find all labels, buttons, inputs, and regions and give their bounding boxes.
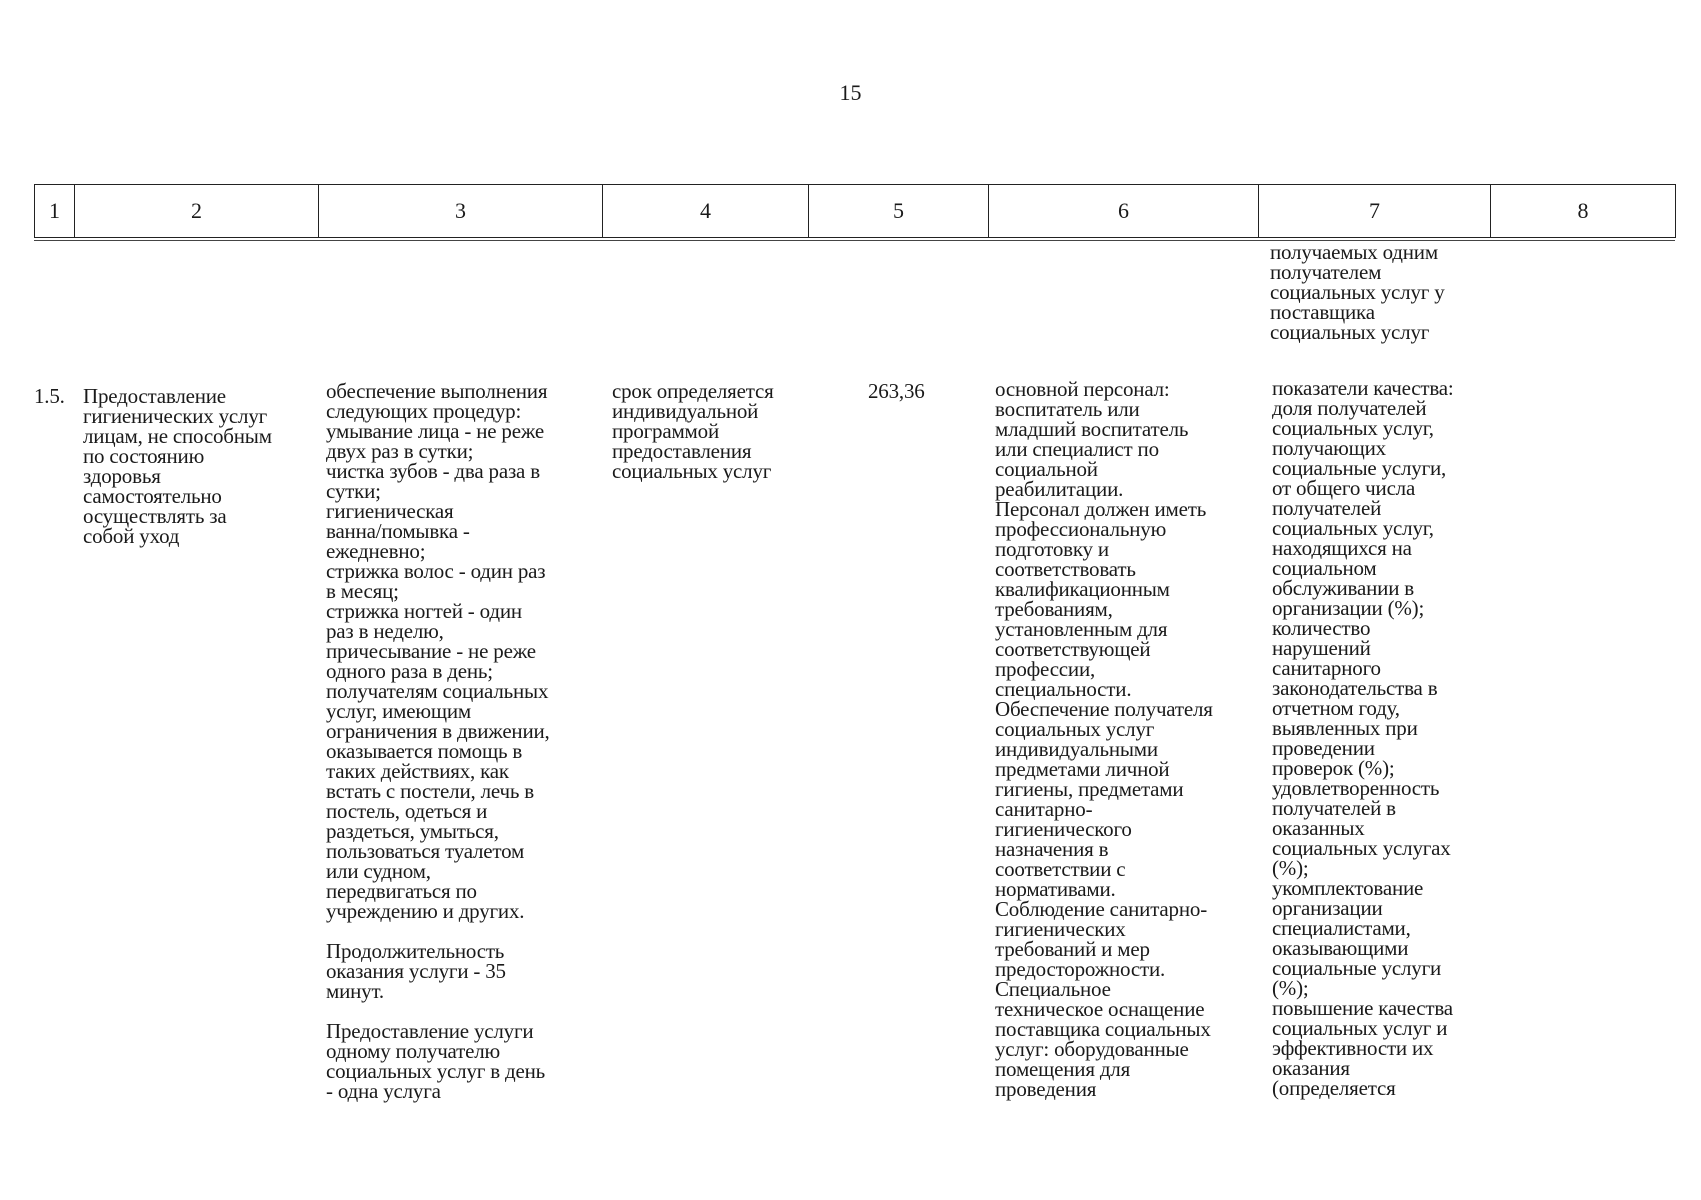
column-header-2: 2	[75, 185, 319, 238]
column-header-4: 4	[603, 185, 809, 238]
column-header-3: 3	[319, 185, 603, 238]
quality-indicators: показатели качества: доля получателей социальных услуг, получающих социальные услуги, от общего числа получателей социальных услуг, находящихся на социальном обслуживании в организации (%); количество нарушений санитарного законодательства в отчетном году, выявленных при проведении проверок (%); удовлетворенность получателей в оказанных социальных услугах (%); укомплектование организации специалистами, оказывающими социальные услуги (%); повышение качества социальных услуг и эффективности их оказания (определяется	[1272, 376, 1454, 1100]
column-header-1: 1	[35, 185, 75, 238]
column-header-6: 6	[989, 185, 1259, 238]
service-description: обеспечение выполнения следующих процедур: умывание лица - не реже двух раз в сутки; чистка зубов - два раза в сутки; гигиеническая ванна/помывка - ежедневно; стрижка волос - один раз в месяц; стрижка ногтей - один раз в неделю, причесывание - не реже одного раза в день; получателям социальных услуг, имеющим ограничения в движении, оказывается помощь в таких действиях, как встать с постели, лечь в постель, одеться и раздеться, умыться, пользоваться туалетом или судном, передвигаться по учреждению и других. Продолжительность оказания услуги - 35 минут. Предоставление услуги одному получателю социальных услуг в день - одна услуга	[326, 379, 550, 1103]
service-conditions: основной персонал: воспитатель или младший воспитатель или специалист по социальной реабилитации. Персонал должен иметь профессиональную подготовку и соответствовать квалификационным требованиям, установленным для соответствующей профессии, специальности. Обеспечение получателя социальных услуг индивидуальными предметами личной гигиены, предметами санитарно- гигиенического назначения в соответствии с нормативами. Соблюдение санитарно- гигиенических требований и мер предосторожности. Специальное техническое оснащение поставщика социальных услуг: оборудованные помещения для проведения	[995, 377, 1213, 1101]
service-term: срок определяется индивидуальной программой предоставления социальных услуг	[612, 379, 774, 483]
service-name: Предоставление гигиенических услуг лицам, не способным по состоянию здоровья самостоятельно осуществлять за собой уход	[83, 384, 272, 548]
row-number: 1.5.	[34, 384, 65, 408]
page-number: 15	[839, 80, 862, 105]
column-header-8: 8	[1491, 185, 1676, 238]
column-header-5: 5	[809, 185, 989, 238]
continued-quality-text: получаемых одним получателем социальных услуг у поставщика социальных услуг	[1270, 240, 1445, 344]
column-header-7: 7	[1259, 185, 1491, 238]
column-number-header	[34, 184, 1676, 238]
service-tariff: 263,36	[868, 379, 925, 403]
